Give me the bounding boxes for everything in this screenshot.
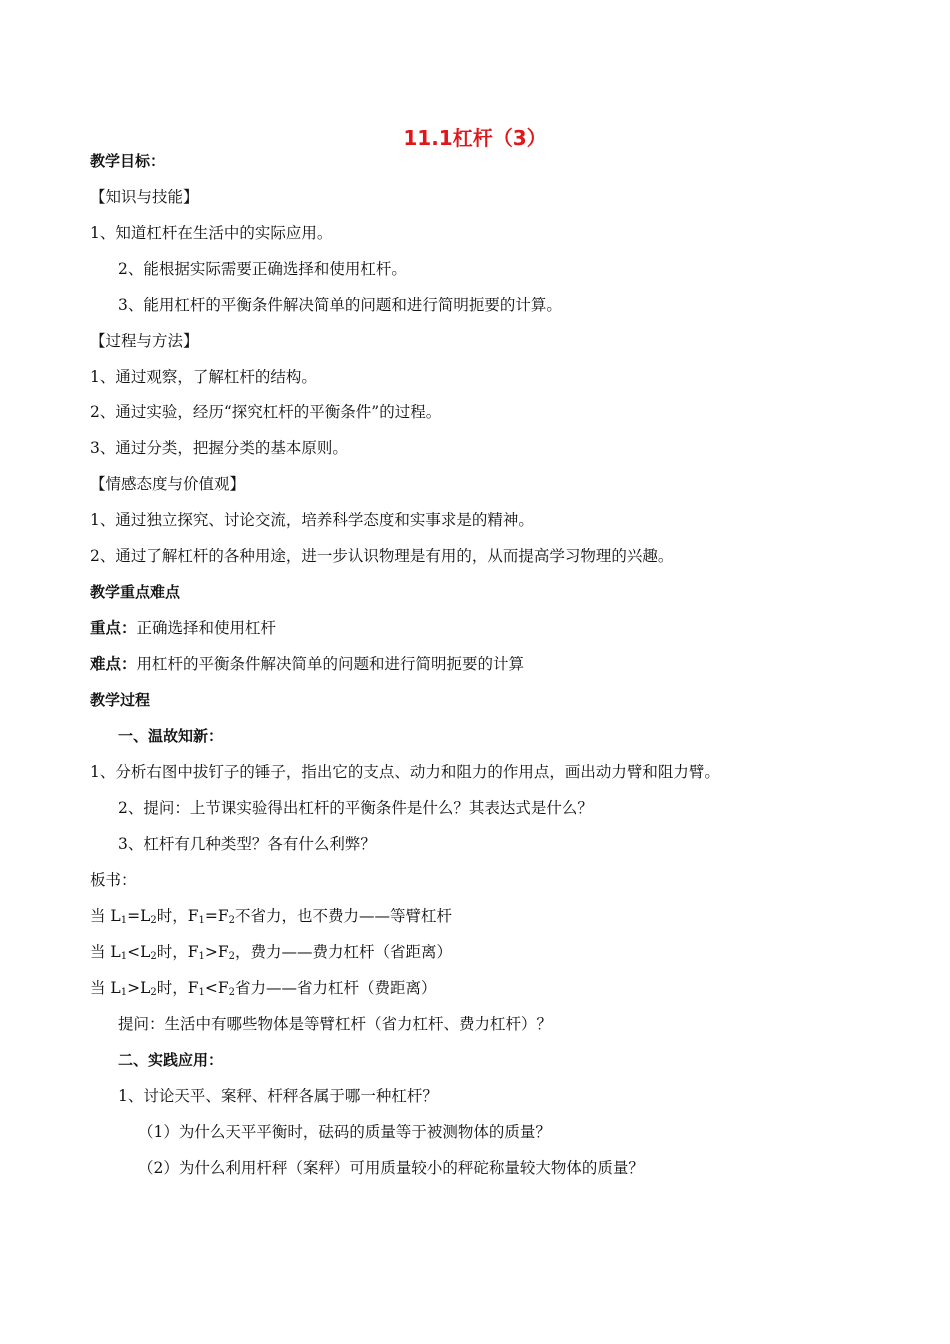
key-point-text: 正确选择和使用杠杆 [136,619,277,637]
review-item-3: 3、杠杆有几种类型？各有什么利弊？ [118,835,376,853]
subscript: 1 [120,951,128,962]
formula-text: 不省力，也不费力——等臂杠杆 [235,907,453,925]
review-item-2: 2、提问：上节课实验得出杠杆的平衡条件是什么？其表达式是什么？ [118,799,593,817]
formula-text: >F [204,943,229,961]
subscript: 2 [228,951,236,962]
process-heading: 【过程与方法】 [90,332,199,350]
subscript: 1 [198,987,205,998]
process-item-1: 1、通过观察，了解杠杆的结构。 [90,368,317,386]
emotion-item-2: 2、通过了解杠杆的各种用途，进一步认识物理是有用的，从而提高学习物理的兴趣。 [90,547,674,565]
formula-text: 当 L [90,907,121,925]
subscript: 1 [198,951,205,962]
subscript: 2 [150,987,157,998]
practice-heading: 二、实践应用： [118,1051,224,1069]
subscript: 2 [228,915,236,926]
process-item-2: 2、通过实验，经历“探究杠杆的平衡条件”的过程。 [90,403,442,421]
difficulty-text: 用杠杆的平衡条件解决简单的问题和进行简明扼要的计算 [136,655,525,673]
key-points-heading: 教学重点难点 [90,583,181,601]
emotion-item-1: 1、通过独立探究、讨论交流，培养科学态度和实事求是的精神。 [90,511,534,529]
key-point-label: 重点： [90,619,137,637]
knowledge-item-2: 2、能根据实际需要正确选择和使用杠杆。 [118,260,407,278]
difficulty-label: 难点： [90,655,137,673]
knowledge-item-3: 3、能用杠杆的平衡条件解决简单的问题和进行简明扼要的计算。 [118,296,562,314]
formula-effort-lever [90,942,452,962]
formula-text: ，费力——费力杠杆（省距离） [235,943,453,961]
knowledge-item-1: 1、知道杠杆在生活中的实际应用。 [90,224,333,242]
subscript: 2 [150,915,157,926]
subscript: 2 [228,987,236,998]
formula-text: 时，F [156,943,199,961]
formula-text: 时，F [156,907,199,925]
review-item-1: 1、分析右图中拔钉子的锤子，指出它的支点、动力和阻力的作用点，画出动力臂和阻力臂。 [90,763,720,781]
formula-text: 时，F [156,979,199,997]
formula-equal-arm [90,906,452,926]
subscript: 1 [198,915,205,926]
formula-text: <L [127,943,151,961]
question-line: 提问：生活中有哪些物体是等臂杠杆（省力杠杆、费力杠杆）？ [118,1015,553,1033]
formula-text: =L [127,907,151,925]
board-label: 板书： [90,871,137,889]
formula-text: =F [204,907,229,925]
formula-text: 省力——省力杠杆（费距离） [235,979,437,997]
page-title: 11.1杠杆（3） [403,126,547,150]
formula-text: <F [204,979,229,997]
teaching-process-heading: 教学过程 [90,691,151,709]
practice-item-1: 1、讨论天平、案秤、杆秤各属于哪一种杠杆？ [118,1087,438,1105]
formula-text: 当 L [90,943,121,961]
difficulty-line [90,654,524,674]
subscript: 1 [120,915,128,926]
practice-subitem-1: （1）为什么天平平衡时，砝码的质量等于被测物体的质量？ [138,1123,551,1141]
formula-text: >L [127,979,151,997]
review-heading: 一、温故知新： [118,727,224,745]
practice-subitem-2: （2）为什么利用杆秤（案秤）可用质量较小的秤砣称量较大物体的质量？ [138,1159,644,1177]
formula-text: 当 L [90,979,121,997]
emotion-heading: 【情感态度与价值观】 [90,475,246,493]
process-item-3: 3、通过分类，把握分类的基本原则。 [90,439,348,457]
goals-heading: 教学目标： [90,152,166,170]
subscript: 2 [150,951,157,962]
formula-force-lever [90,978,437,998]
knowledge-heading: 【知识与技能】 [90,188,199,206]
key-point-line [90,618,276,638]
subscript: 1 [120,987,128,998]
